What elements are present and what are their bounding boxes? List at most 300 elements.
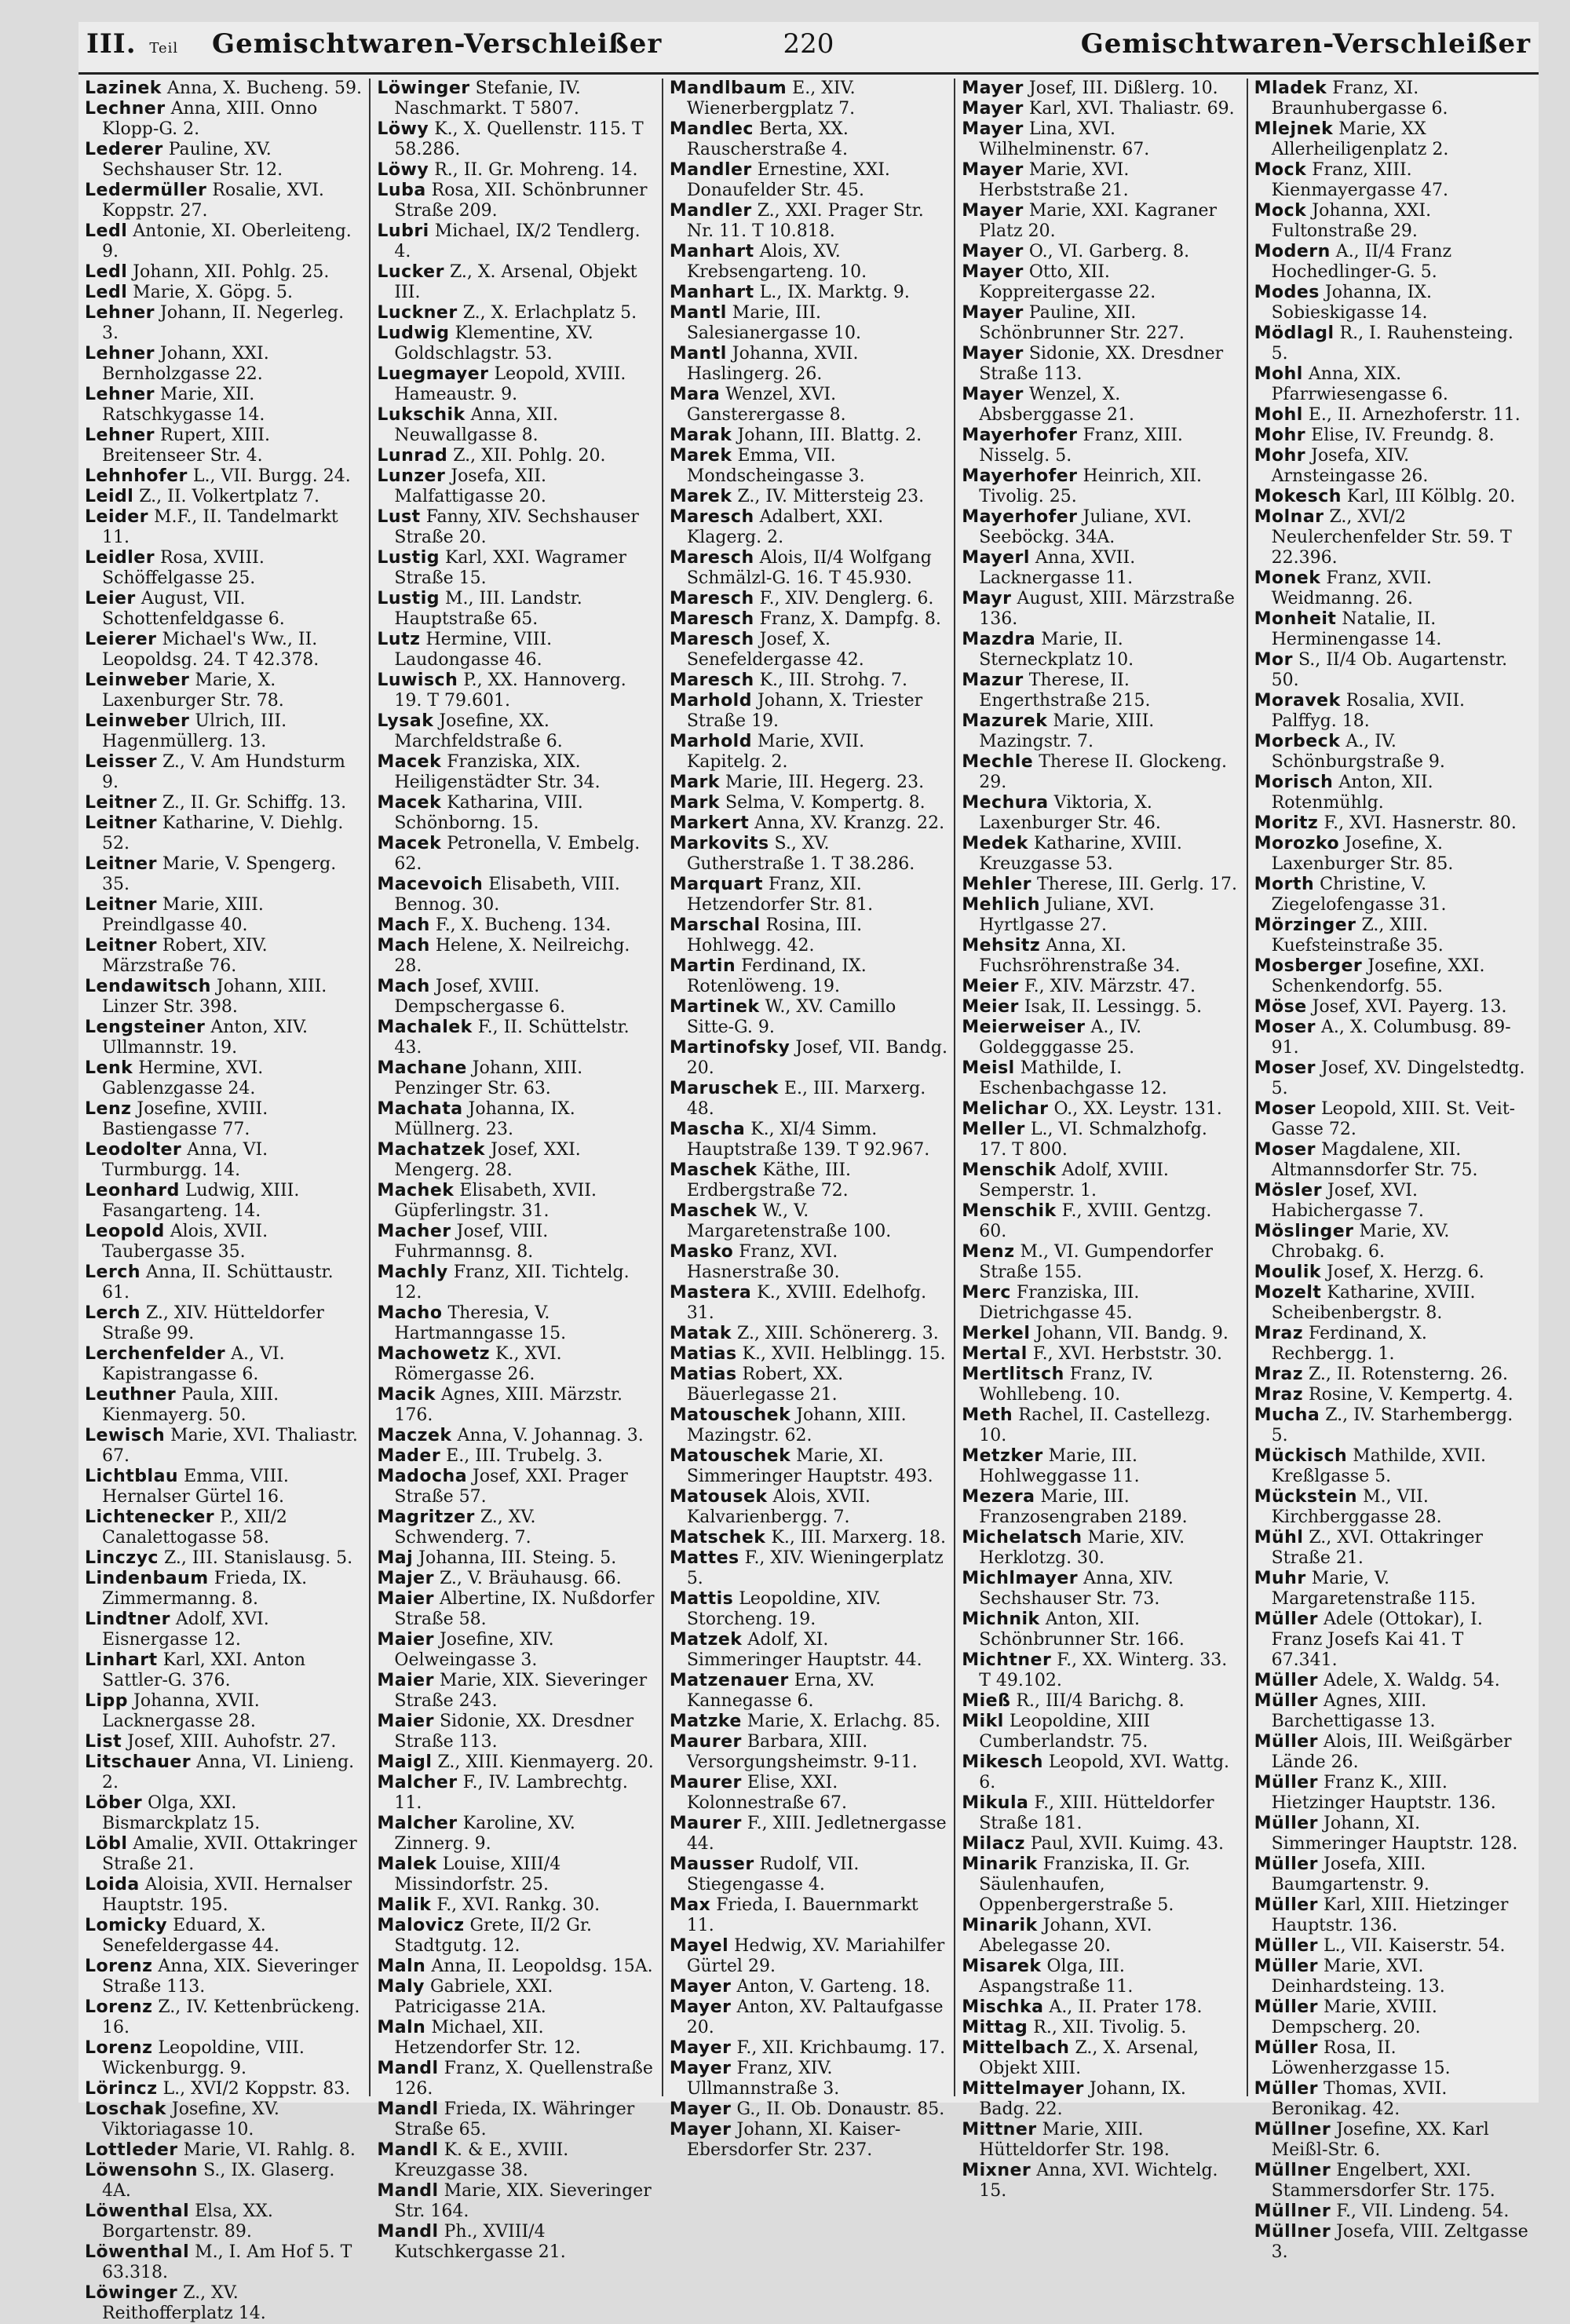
directory-entry (85, 1793, 363, 1834)
directory-entry (1254, 283, 1532, 323)
entry-details: Leopoldine, VIII. Wickenburgg. 9. (102, 2038, 305, 2078)
entry-surname: Lazinek (85, 79, 162, 98)
entry-details: Z., IV. Starhembergg. 5. (1271, 1405, 1513, 1445)
directory-entry (1254, 1569, 1532, 1610)
directory-entry (962, 1018, 1240, 1058)
directory-entry (962, 201, 1240, 242)
entry-surname: Leodolter (85, 1140, 182, 1160)
entry-surname: Müller (1254, 1671, 1319, 1690)
entry-surname: Mayer (962, 160, 1024, 180)
entry-details: Berta, XX. Rauscherstraße 4. (686, 119, 849, 159)
entry-surname: Mertal (962, 1344, 1028, 1364)
entry-details: Marie, XIX. Sieveringer Straße 243. (394, 1671, 648, 1711)
entry-details: Helene, X. Neilreichg. 28. (394, 936, 630, 976)
entry-surname: Lenz (85, 1099, 132, 1119)
entry-details: Josefa, XIII. Baumgartenstr. 9. (1271, 1854, 1429, 1895)
directory-entry (377, 548, 655, 589)
entry-surname: Müller (1254, 1773, 1319, 1792)
directory-entry (377, 1895, 655, 1916)
entry-surname: Lehner (85, 385, 155, 404)
directory-entry (377, 405, 655, 446)
entry-surname: Mischka (962, 1997, 1044, 2017)
directory-entry (85, 1181, 363, 1222)
directory-column-2 (371, 79, 663, 2262)
entry-surname: Lorenz (85, 1957, 153, 1976)
entry-details: Anna, II. Schüttaustr. 61. (102, 1262, 334, 1303)
entry-surname: Mayer (669, 1977, 732, 1997)
entry-surname: Markert (669, 813, 750, 833)
directory-entry (1254, 997, 1532, 1018)
entry-surname: Leier (85, 589, 136, 608)
entry-surname: Mozelt (1254, 1283, 1322, 1303)
directory-entry (1254, 1487, 1532, 1528)
directory-column-1 (78, 79, 371, 2323)
directory-entry (377, 1303, 655, 1344)
entry-surname: Marak (669, 426, 732, 445)
entry-surname: Matzek (669, 1630, 743, 1650)
directory-entry (962, 834, 1240, 875)
entry-surname: Marhold (669, 732, 752, 751)
entry-details: Josef, X. Senefeldergasse 42. (686, 630, 864, 670)
directory-entry (377, 2181, 655, 2222)
directory-entry (377, 1181, 655, 1222)
entry-surname: Meier (962, 977, 1019, 996)
entry-details: Ph., XVIII/4 Kutschkergasse 21. (394, 2222, 566, 2262)
directory-entry (962, 1916, 1240, 1957)
entry-details: A., IV. Goldegggasse 25. (979, 1018, 1142, 1058)
entry-details: Katharine, XVIII. Kreuzgasse 53. (979, 834, 1182, 874)
entry-surname: Modern (1254, 242, 1331, 261)
entry-details: Anna, V. Johannag. 3. (451, 1426, 644, 1445)
entry-details: Franz, XIII. Nisselg. 5. (979, 426, 1183, 466)
directory-entry (85, 1426, 363, 1467)
entry-details: P., XX. Hannoverg. 19. T 79.601. (394, 671, 626, 711)
entry-surname: Max (669, 1895, 711, 1915)
entry-details: M.F., II. Tandelmarkt 11. (102, 507, 338, 547)
entry-details: Marie, VI. Rahlg. 8. (177, 2140, 356, 2160)
directory-entry (670, 1324, 947, 1344)
entry-surname: Mittag (962, 2018, 1028, 2037)
entry-surname: Müller (1254, 2038, 1319, 2058)
entry-surname: Leidl (85, 487, 134, 506)
directory-entry (377, 446, 655, 466)
directory-entry (377, 2140, 655, 2181)
entry-details: Karl, XVI. Thaliastr. 69. (1023, 99, 1235, 119)
entry-surname: Lerchenfelder (85, 1344, 226, 1364)
entry-surname: Lucker (377, 262, 444, 282)
entry-surname: Mösler (1254, 1181, 1323, 1200)
directory-entry (85, 2038, 363, 2079)
directory-entry (85, 283, 363, 303)
entry-details: Rosalie, XVI. Koppstr. 27. (102, 181, 324, 221)
directory-entry (962, 1446, 1240, 1487)
entry-surname: Machatzek (377, 1140, 486, 1160)
entry-details: Marie, V. Margaretenstraße 115. (1271, 1569, 1477, 1609)
entry-surname: Maresch (669, 589, 754, 608)
directory-entry (85, 2202, 363, 2242)
entry-surname: Malcher (377, 1773, 458, 1792)
entry-surname: Madocha (377, 1467, 468, 1486)
entry-details: Olga, III. Aspangstraße 11. (979, 1957, 1134, 1997)
directory-entry (962, 936, 1240, 977)
entry-details: Sidonie, XX. Dresdner Straße 113. (979, 344, 1224, 384)
entry-details: Marie, XVI. Herbststraße 21. (979, 160, 1130, 200)
directory-entry (962, 1834, 1240, 1854)
entry-surname: Mandler (669, 160, 752, 180)
entry-surname: Moser (1254, 1140, 1316, 1160)
entry-surname: Mikula (962, 1793, 1029, 1813)
entry-surname: Lustig (377, 548, 440, 568)
directory-entry (670, 283, 947, 303)
entry-surname: Mückstein (1254, 1487, 1358, 1507)
entry-details: Leopoldine, XIV. Storcheng. 19. (686, 1589, 882, 1629)
entry-details: A., VI. Kapistrangasse 6. (102, 1344, 285, 1384)
entry-details: Johann, IX. Badg. 22. (979, 2079, 1186, 2119)
directory-entry (962, 1283, 1240, 1324)
entry-details: Rudolf, VII. Stiegengasse 4. (686, 1854, 860, 1895)
entry-surname: Müller (1254, 1957, 1319, 1976)
entry-surname: Marschal (669, 915, 761, 935)
directory-entry (962, 1405, 1240, 1446)
entry-surname: Matouschek (669, 1405, 791, 1425)
entry-surname: Löwenthal (85, 2242, 190, 2262)
entry-surname: Morth (1254, 875, 1315, 894)
entry-surname: Mörzinger (1254, 915, 1356, 935)
directory-entry (85, 181, 363, 221)
directory-entry (1254, 1385, 1532, 1405)
directory-entry (1254, 2079, 1532, 2120)
entry-surname: Leonhard (85, 1181, 180, 1200)
directory-entry (1254, 1895, 1532, 1936)
entry-surname: Mehler (962, 875, 1032, 894)
entry-details: M., VI. Gumpendorfer Straße 155. (979, 1242, 1213, 1282)
entry-details: Therese, II. Engerthstraße 215. (979, 671, 1151, 711)
entry-surname: Mechura (962, 793, 1049, 813)
entry-details: Marie, XVIII. Dempscherg. 20. (1271, 1997, 1437, 2037)
entry-details: Ferdinand, IX. Rotenlöweng. 19. (686, 956, 867, 996)
entry-details: Anna, II. Leopoldsg. 15A. (425, 1957, 653, 1976)
directory-entry (85, 671, 363, 711)
directory-entry (670, 79, 947, 119)
directory-entry (85, 1262, 363, 1303)
entry-details: Marie, III. Franzosengraben 2189. (979, 1487, 1188, 1527)
entry-surname: Martin (669, 956, 736, 976)
entry-surname: Medek (962, 834, 1028, 853)
entry-details: Amalie, XVII. Ottakringer Straße 21. (102, 1834, 357, 1874)
directory-entry (962, 2161, 1240, 2202)
entry-surname: Mehlich (962, 895, 1040, 915)
directory-entry (1254, 2222, 1532, 2263)
entry-details: Olga, XXI. Bismarckplatz 15. (102, 1793, 261, 1833)
entry-details: Lina, XVI. Wilhelminenstr. 67. (979, 119, 1150, 159)
entry-details: Z., II. Volkertplatz 7. (133, 487, 320, 506)
entry-surname: Mraz (1254, 1365, 1304, 1384)
entry-details: Josefine, XXI. Schenkendorfg. 55. (1271, 956, 1485, 996)
entry-details: Karoline, XV. Zinnerg. 9. (394, 1814, 575, 1854)
entry-surname: Machata (377, 1099, 463, 1119)
directory-entry (670, 160, 947, 201)
entry-surname: Löbl (85, 1834, 128, 1854)
directory-entry (962, 671, 1240, 711)
directory-entry (1254, 956, 1532, 997)
directory-entry (670, 773, 947, 793)
directory-entry (962, 1957, 1240, 1997)
directory-entry (1254, 1181, 1532, 1222)
entry-details: Rosalia, XVII. Palffyg. 18. (1271, 691, 1466, 731)
entry-details: Z., IV. Mittersteig 23. (732, 487, 925, 506)
directory-entry (962, 752, 1240, 793)
entry-surname: Matzke (669, 1712, 742, 1731)
entry-surname: Mohr (1254, 446, 1306, 466)
entry-surname: Mayer (669, 2120, 732, 2139)
directory-entry (670, 2059, 947, 2099)
directory-entry (962, 1058, 1240, 1099)
directory-entry (1254, 1324, 1532, 1365)
directory-entry (85, 344, 363, 385)
entry-surname: Marek (669, 487, 732, 506)
directory-entry (377, 1630, 655, 1671)
directory-entry (85, 813, 363, 854)
entry-details: Isak, II. Lessingg. 5. (1018, 997, 1203, 1017)
directory-entry (85, 2161, 363, 2202)
entry-details: Z., XIV. Hütteldorfer Straße 99. (102, 1303, 324, 1343)
directory-entry (670, 426, 947, 446)
entry-details: Anna, XIX. Sieveringer Straße 113. (102, 1957, 359, 1997)
directory-entry (1254, 507, 1532, 568)
entry-surname: Mandl (377, 2099, 439, 2119)
directory-entry (670, 2038, 947, 2059)
entry-details: Alois, XVII. Kalvarienbergg. 7. (686, 1487, 871, 1527)
directory-entry (1254, 1140, 1532, 1181)
directory-entry (962, 303, 1240, 344)
entry-details: Josefine, XVIII. Bastiengasse 77. (102, 1099, 268, 1139)
directory-entry (670, 119, 947, 160)
directory-entry (377, 1344, 655, 1385)
entry-details: Hedwig, XV. Mariahilfer Gürtel 29. (686, 1936, 945, 1976)
entry-details: Marie, XVII. Kapitelg. 2. (686, 732, 865, 772)
entry-details: Gabriele, XXI. Patricigasse 21A. (394, 1977, 553, 2017)
entry-surname: Loida (85, 1875, 140, 1895)
directory-entry (670, 548, 947, 589)
entry-surname: Leisser (85, 752, 157, 772)
entry-details: Alois, XV. Krebsengarteng. 10. (686, 242, 867, 282)
directory-entry (377, 1671, 655, 1712)
entry-surname: Mayer (962, 344, 1024, 364)
entry-details: Marie, XI. Simmeringer Hauptstr. 493. (686, 1446, 933, 1486)
directory-entry (377, 2059, 655, 2099)
directory-column-4 (955, 79, 1247, 2201)
entry-surname: Mandlec (669, 119, 754, 139)
entry-surname: Milacz (962, 1834, 1025, 1854)
directory-entry (1254, 568, 1532, 609)
entry-surname: Löwenthal (85, 2202, 190, 2221)
entry-surname: Markovits (669, 834, 769, 853)
entry-details: F., XIII. Hütteldorfer Straße 181. (979, 1793, 1214, 1833)
directory-entry (377, 2018, 655, 2059)
entry-surname: Manhart (669, 283, 754, 302)
entry-surname: Leitner (85, 895, 157, 915)
directory-entry (1254, 446, 1532, 487)
directory-entry (670, 1671, 947, 1712)
directory-entry (85, 385, 363, 426)
entry-surname: Mayerl (962, 548, 1030, 568)
directory-entry (85, 589, 363, 630)
entry-details: Anna, XIV. Sechshauser Str. 73. (979, 1569, 1174, 1609)
entry-surname: Linhart (85, 1650, 158, 1670)
entry-details: Johann, XII. Pohlg. 25. (127, 262, 330, 282)
directory-entry (670, 1773, 947, 1814)
directory-entry (962, 119, 1240, 160)
directory-entry (1254, 364, 1532, 405)
directory-entry (962, 1324, 1240, 1344)
directory-entry (85, 262, 363, 283)
entry-surname: Mehsitz (962, 936, 1041, 956)
directory-entry (1254, 242, 1532, 283)
entry-details: Elsa, XX. Borgartenstr. 89. (102, 2202, 273, 2242)
entry-details: Albertine, IX. Nußdorfer Straße 58. (394, 1589, 655, 1629)
entry-details: Josefine, XX. Karl Meißl-Str. 6. (1271, 2120, 1489, 2160)
entry-details: Josef, III. Dißlerg. 10. (1023, 79, 1218, 98)
directory-entry (85, 1099, 363, 1140)
entry-surname: Minarik (962, 1916, 1038, 1935)
entry-details: Josefine, X. Laxenburger Str. 85. (1271, 834, 1454, 874)
directory-entry (377, 507, 655, 548)
entry-details: L., IX. Marktg. 9. (754, 283, 910, 302)
entry-details: Josef, VIII. Fuhrmannsg. 8. (394, 1222, 549, 1262)
entry-surname: Mikesch (962, 1752, 1043, 1772)
directory-entry (85, 2242, 363, 2283)
directory-entry (1254, 1957, 1532, 1997)
directory-entry (670, 1079, 947, 1120)
entry-details: Josef, XIII. Auhofstr. 27. (122, 1732, 337, 1752)
entry-details: Franz, X. Quellenstraße 126. (394, 2059, 653, 2099)
entry-details: Franz, X. Dampfg. 8. (754, 609, 941, 629)
directory-entry (85, 936, 363, 977)
entry-details: Johann, XIII. Mazingstr. 62. (686, 1405, 907, 1445)
entry-surname: Minarik (962, 1854, 1038, 1874)
entry-surname: Möslinger (1254, 1222, 1354, 1241)
directory-entry (377, 793, 655, 834)
entry-surname: Mayer (962, 262, 1024, 282)
entry-details: Z., II. Gr. Schiffg. 13. (156, 793, 347, 813)
directory-entry (377, 160, 655, 181)
entry-surname: Macevoich (377, 875, 484, 894)
entry-surname: Mach (377, 977, 430, 996)
entry-surname: Machek (377, 1181, 455, 1200)
directory-entry (670, 1712, 947, 1732)
entry-surname: Matias (669, 1365, 737, 1384)
entry-surname: Müllner (1254, 2120, 1331, 2139)
entry-details: S., II/4 Ob. Augartenstr. 50. (1271, 650, 1508, 690)
directory-entry (962, 1365, 1240, 1405)
entry-details: K., XI/4 Simm. Hauptstraße 139. T 92.967. (686, 1120, 930, 1160)
entry-surname: Lipp (85, 1691, 129, 1711)
entry-details: Michael, XII. Hetzendorfer Str. 12. (394, 2018, 581, 2058)
directory-entry (670, 2120, 947, 2161)
entry-details: Marie, XVI. Thaliastr. 67. (102, 1426, 358, 1466)
directory-entry (962, 2079, 1240, 2120)
entry-details: Karl, XXI. Anton Sattler-G. 376. (102, 1650, 306, 1690)
directory-entry (85, 2140, 363, 2161)
directory-entry (1254, 119, 1532, 160)
directory-entry (670, 1814, 947, 1854)
entry-surname: Mader (377, 1446, 441, 1466)
entry-details: August, VII. Schottenfeldgasse 6. (102, 589, 285, 629)
entry-surname: Mlejnek (1254, 119, 1334, 139)
entry-details: Leopold, XVI. Wattg. 6. (979, 1752, 1230, 1792)
entry-details: Therese II. Glockeng. 29. (979, 752, 1228, 792)
directory-entry (377, 1957, 655, 1977)
entry-details: K. & E., XVIII. Kreuzgasse 38. (394, 2140, 569, 2180)
directory-entry (670, 1630, 947, 1671)
directory-entry (377, 1752, 655, 1773)
entry-details: Sidonie, XX. Dresdner Straße 113. (394, 1712, 634, 1752)
directory-entry (377, 630, 655, 671)
entry-surname: Mayer (962, 99, 1024, 119)
entry-details: Franz, XVII. Weidmanng. 26. (1271, 568, 1432, 608)
entry-surname: Mraz (1254, 1385, 1304, 1405)
entry-surname: Mayer (962, 242, 1024, 261)
directory-entry (377, 1712, 655, 1752)
directory-entry (962, 2018, 1240, 2038)
entry-details: Mathilde, XVII. Kreßlgasse 5. (1271, 1446, 1486, 1486)
directory-entry (962, 507, 1240, 548)
entry-details: Stefanie, IV. Naschmarkt. T 5807. (394, 79, 581, 119)
entry-details: Frieda, I. Bauernmarkt 11. (686, 1895, 918, 1935)
entry-surname: Mosberger (1254, 956, 1363, 976)
directory-entry (1254, 160, 1532, 201)
entry-surname: Mattis (669, 1589, 734, 1609)
directory-entry (1254, 875, 1532, 915)
entry-surname: Mazurek (962, 711, 1048, 731)
entry-details: Katharine, V. Diehlg. 52. (102, 813, 344, 853)
entry-details: Aloisia, XVII. Hernalser Hauptstr. 195. (102, 1875, 352, 1915)
entry-surname: Löber (85, 1793, 143, 1813)
directory-entry (377, 1446, 655, 1467)
entry-surname: Meisl (962, 1058, 1015, 1078)
entry-surname: Muhr (1254, 1569, 1306, 1588)
entry-surname: Matschek (669, 1528, 766, 1548)
entry-details: S., XV. Gutherstraße 1. T 38.286. (686, 834, 915, 874)
entry-surname: Mach (377, 915, 430, 935)
entry-details: Pauline, XII. Schönbrunner Str. 227. (979, 303, 1185, 343)
entry-details: Marie, X. Göpg. 5. (127, 283, 294, 302)
entry-details: K., XVII. Helblingg. 15. (736, 1344, 946, 1364)
entry-surname: Moulik (1254, 1262, 1322, 1282)
entry-surname: Maier (377, 1630, 434, 1650)
directory-entry (670, 1487, 947, 1528)
entry-surname: Mladek (1254, 79, 1327, 98)
directory-entry (377, 1854, 655, 1895)
entry-details: Z., X. Erlachplatz 5. (457, 303, 637, 323)
directory-entry (1254, 1099, 1532, 1140)
entry-surname: Meller (962, 1120, 1025, 1139)
directory-entry (1254, 691, 1532, 732)
directory-entry (1254, 1262, 1532, 1283)
entry-details: Rosine, V. Kempertg. 4. (1303, 1385, 1513, 1405)
entry-surname: Lichtblau (85, 1467, 179, 1486)
entry-surname: Mandlbaum (669, 79, 787, 98)
directory-entry (85, 1875, 363, 1916)
entry-details: Elisabeth, XVII. Güpferlingstr. 31. (394, 1181, 597, 1221)
entry-surname: Mayer (962, 201, 1024, 221)
directory-entry (85, 487, 363, 507)
entry-surname: Metzker (962, 1446, 1043, 1466)
entry-surname: Lerch (85, 1262, 141, 1282)
entry-surname: Ledl (85, 262, 128, 282)
entry-details: Karl, III Kölblg. 20. (1341, 487, 1516, 506)
directory-entry (670, 1977, 947, 1997)
